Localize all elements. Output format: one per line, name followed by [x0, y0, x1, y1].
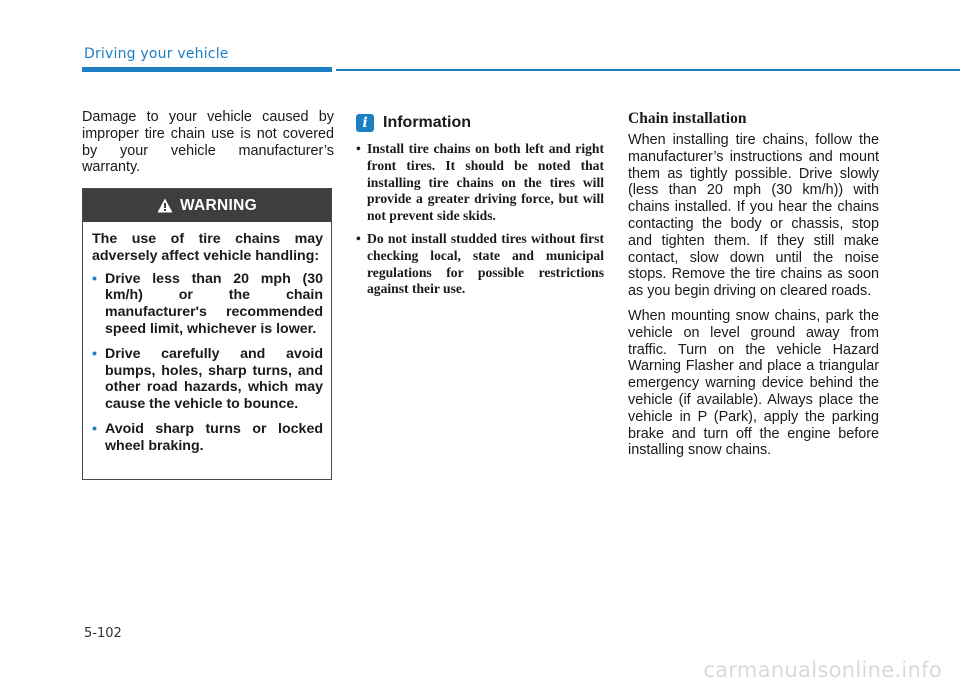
chain-paragraph-2: When mounting snow chains, park the vehicle on level ground away from traffic. Turn on the vehicle Hazard Warning Flasher and place a triangular emergency warning device behind the vehicle (if available). Always place the vehicle in P (Park), apply the parking brake and turn off the engine before installing snow chains. [628, 307, 879, 459]
information-title: Information [383, 114, 471, 131]
bullet-icon: • [92, 345, 97, 362]
bullet-icon: • [356, 230, 361, 246]
chain-installation-body [628, 132, 879, 467]
info-icon: i [356, 114, 374, 132]
page-number: 5-102 [84, 626, 122, 641]
bullet-icon: • [92, 270, 97, 287]
header-title: Driving your vehicle [84, 46, 229, 62]
chain-paragraph-1: When installing tire chains, follow the manufacturer’s instructions and mount them as tightly possible. Drive slowly (less than 20 mph (30 km/h)) with chains installed. If you hear the chains contacting the body or chassis, stop and tighten them. If they still make contact, slow down until the noise stops. Remove the tire chains as soon as you begin driving on cleared roads. [628, 132, 879, 300]
warning-lead: The use of tire chains may adversely affect vehicle handling: [92, 231, 323, 264]
warning-item: • Drive less than 20 mph (30 km/h) or the chain manufacturer's recommended speed limit, whichever is lower. [92, 270, 323, 337]
warning-triangle-icon [157, 198, 173, 213]
section-title-chain-installation: Chain installation [628, 110, 747, 127]
bullet-icon: • [356, 141, 361, 156]
information-list [356, 141, 604, 304]
warning-label: WARNING [179, 196, 257, 214]
intro-paragraph: Damage to your vehicle caused by improper tire chain use is not covered by your vehicle manufacturer’s warranty. [82, 109, 334, 176]
warning-box [82, 188, 332, 480]
header-rule-thick [82, 67, 332, 72]
warning-header [83, 189, 331, 222]
watermark: carmanualsonline.info [703, 658, 942, 682]
information-item: • Install tire chains on both left and right front tires. It should be noted that installing tire chains on the tires will provide a greater driving force, but will not prevent side skids. [356, 141, 604, 224]
warning-list [92, 271, 323, 455]
warning-item: • Avoid sharp turns or locked wheel braking. [92, 420, 323, 454]
information-header [356, 114, 471, 132]
bullet-icon: • [92, 420, 97, 437]
information-item: • Do not install studded tires without first checking local, state and municipal regulations for possible restrictions against their use. [356, 230, 604, 297]
warning-body [83, 222, 331, 455]
header-rule-thin [336, 69, 960, 71]
warning-item: • Drive carefully and avoid bumps, holes, sharp turns, and other road hazards, which may cause the vehicle to bounce. [92, 345, 323, 413]
